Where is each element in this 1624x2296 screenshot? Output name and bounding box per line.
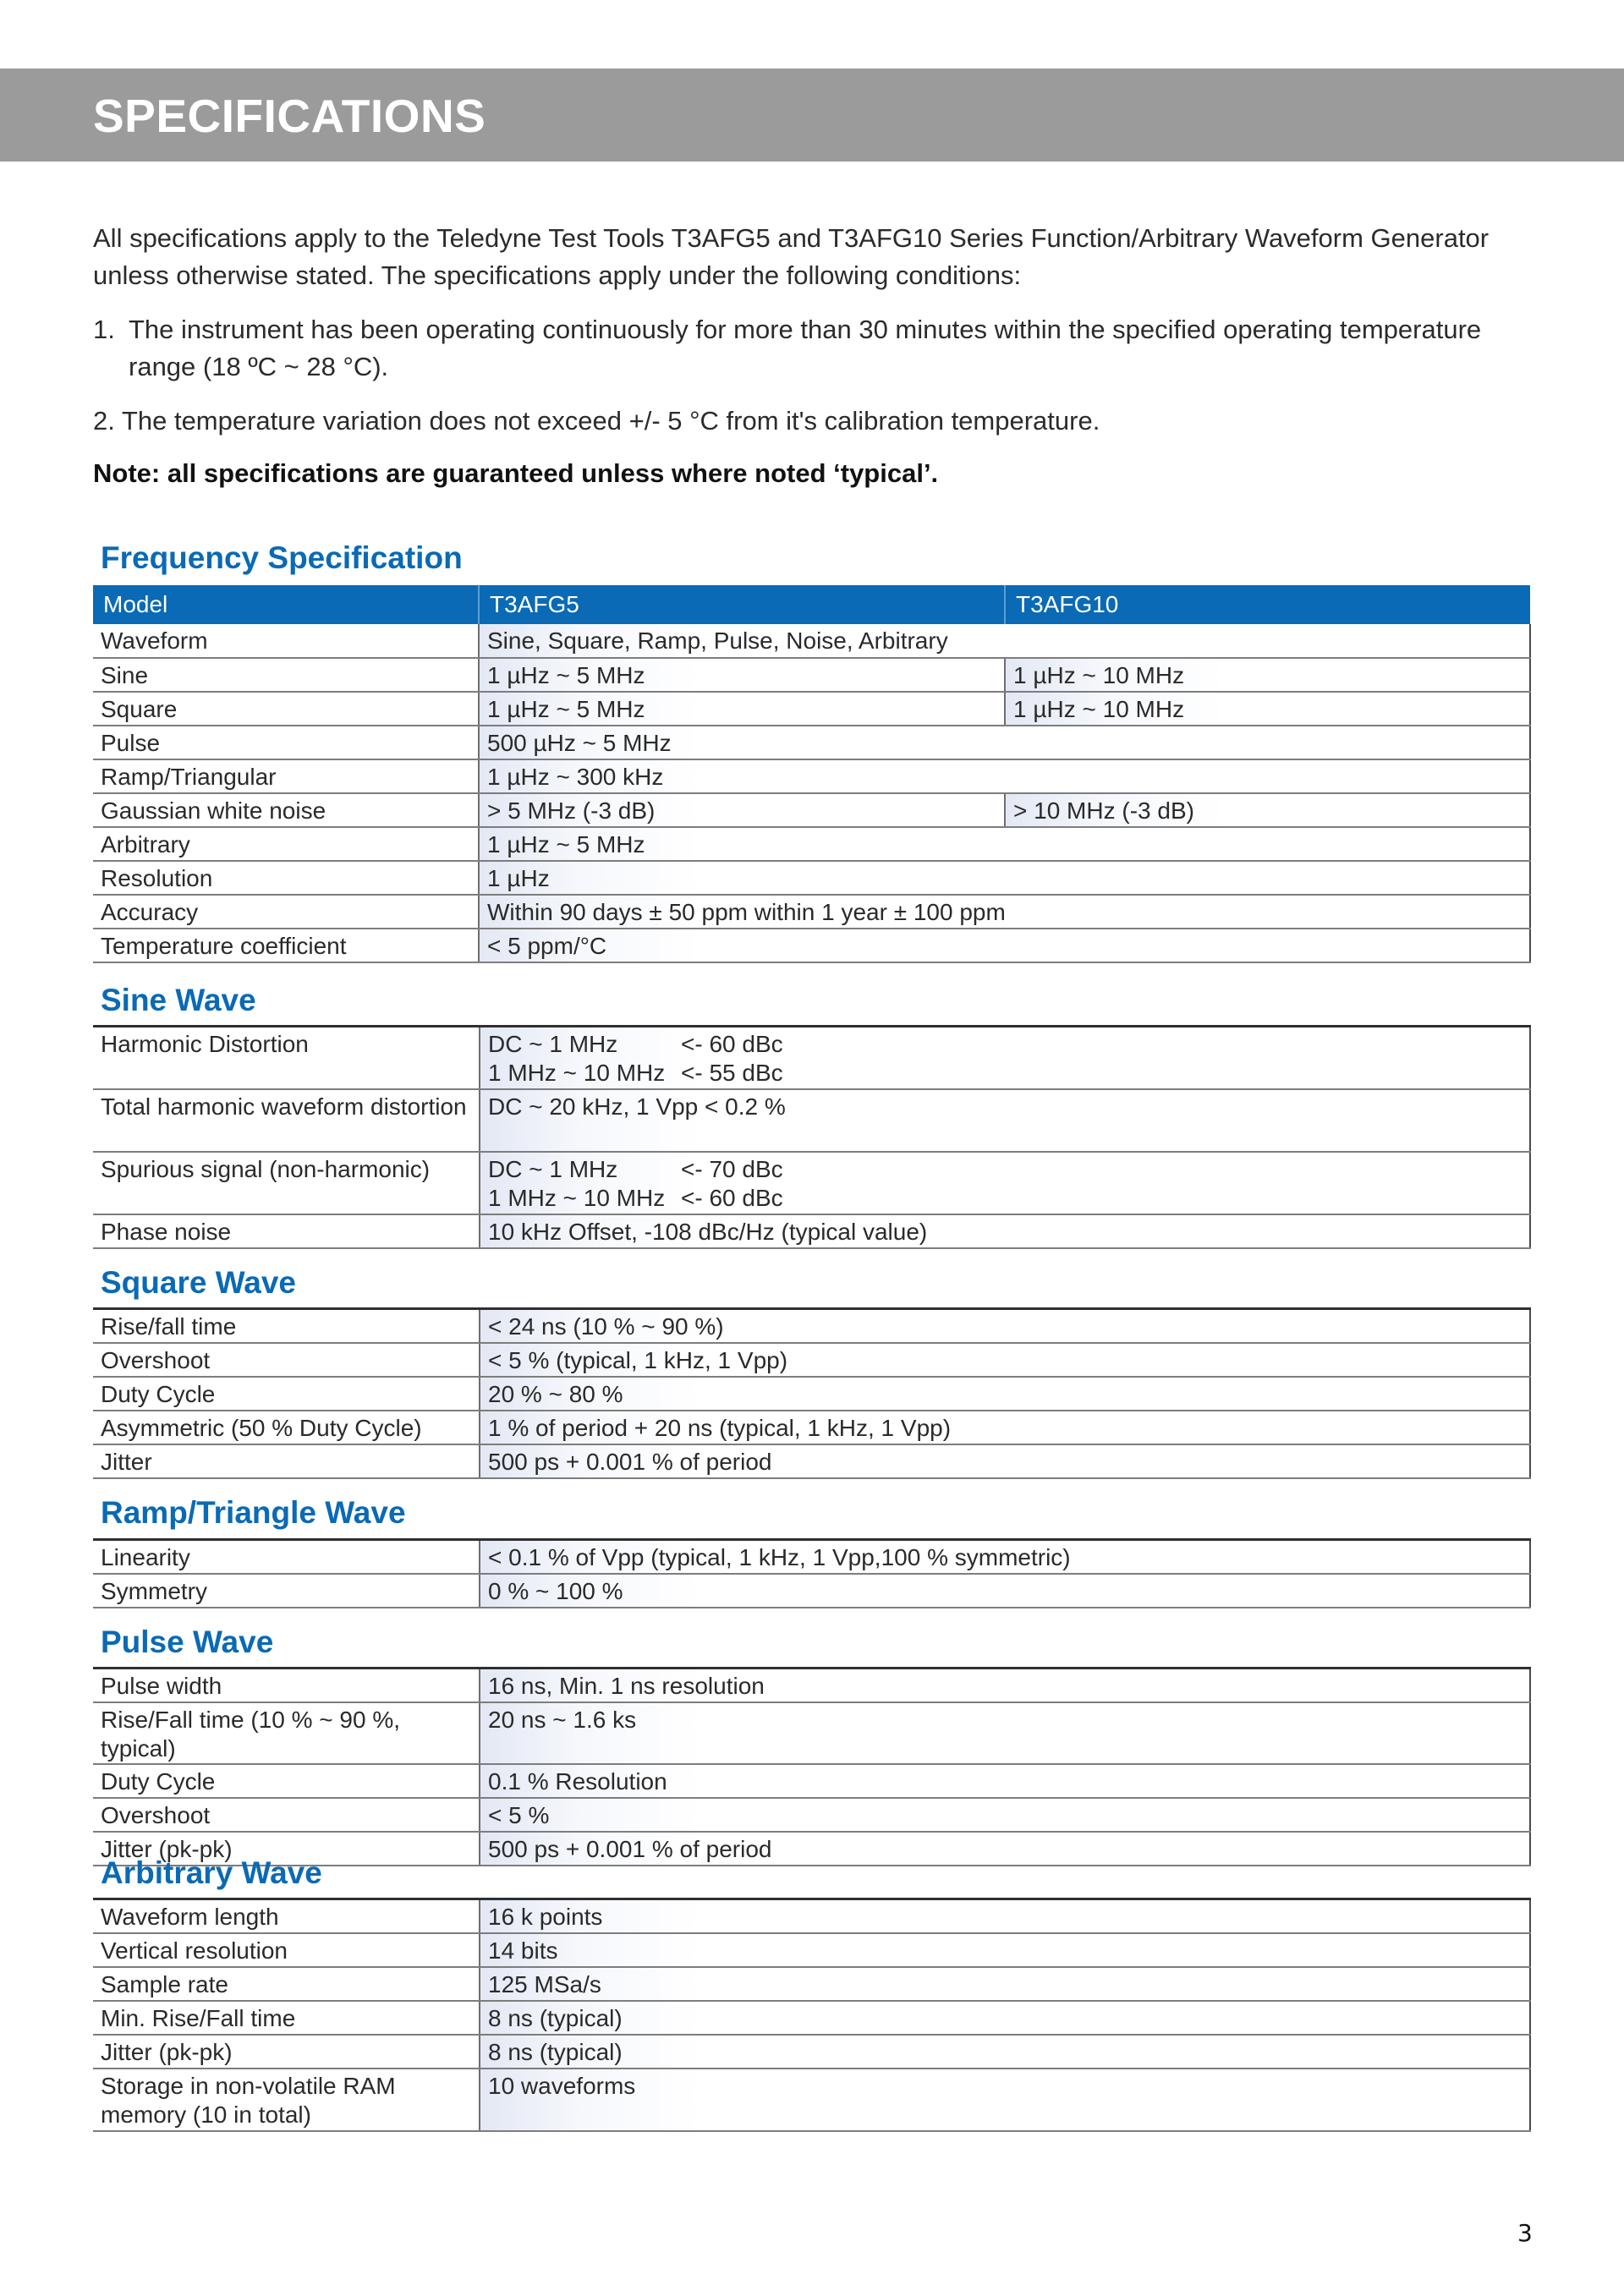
spec-label: Sample rate — [93, 1967, 480, 2001]
section-title-ramp-triangle-wave: Ramp/Triangle Wave — [101, 1495, 406, 1530]
spec-value: 500 ps + 0.001 % of period — [480, 1832, 1530, 1866]
spec-value-line — [488, 1030, 1522, 1059]
dbc-value: <- 70 dBc — [681, 1155, 783, 1182]
spec-value: < 5 % — [480, 1798, 1530, 1832]
section-title-sine-wave: Sine Wave — [101, 983, 256, 1017]
table-row — [93, 929, 1530, 962]
spec-value: 500 µHz ~ 5 MHz — [479, 726, 1530, 759]
column-header-t3afg10: T3AFG10 — [1005, 585, 1530, 624]
table-row — [93, 692, 1530, 726]
pulse-wave-table — [93, 1667, 1531, 1866]
sine-wave-table — [93, 1025, 1531, 1249]
frequency-spec-table — [93, 585, 1531, 963]
spec-value-t3afg10: 1 µHz ~ 10 MHz — [1005, 658, 1530, 692]
condition-text: The instrument has been operating continuously for more than 30 minutes within the specified operating temperature range (18 ºC ~ 28 °C). — [129, 315, 1482, 381]
dbc-value: <- 60 dBc — [681, 1031, 783, 1057]
table-row — [93, 1933, 1530, 1967]
table-row — [93, 1669, 1530, 1702]
spec-label: Jitter (pk-pk) — [93, 1832, 480, 1866]
spec-value-line — [488, 1155, 1522, 1184]
page-number: 3 — [1517, 2219, 1533, 2247]
spec-label: Accuracy — [93, 895, 479, 929]
column-header-model: Model — [93, 585, 479, 624]
condition-number: 1. — [93, 315, 115, 344]
spec-value: 10 kHz Offset, -108 dBc/Hz (typical value) — [480, 1214, 1530, 1248]
spec-value: Within 90 days ± 50 ppm within 1 year ± 100 ppm — [479, 895, 1530, 929]
spec-label: Duty Cycle — [93, 1764, 480, 1798]
spec-value: 16 k points — [480, 1899, 1530, 1933]
spec-value-t3afg5: > 5 MHz (-3 dB) — [479, 793, 1005, 827]
table-row — [93, 1574, 1530, 1608]
spec-value: 14 bits — [480, 1933, 1530, 1967]
spec-label: Vertical resolution — [93, 1933, 480, 1967]
arbitrary-wave-table — [93, 1898, 1531, 2132]
spec-label: Asymmetric (50 % Duty Cycle) — [93, 1411, 480, 1444]
spec-value: DC ~ 20 kHz, 1 Vpp < 0.2 % — [480, 1089, 1530, 1152]
table-row — [93, 2001, 1530, 2035]
spec-label: Jitter — [93, 1444, 480, 1478]
spec-value: 20 % ~ 80 % — [480, 1377, 1530, 1411]
table-row — [93, 726, 1530, 759]
table-row — [93, 1540, 1530, 1574]
ramp-triangle-wave-table — [93, 1538, 1531, 1608]
spec-value-line — [488, 1059, 1522, 1088]
spec-label: Temperature coefficient — [93, 929, 479, 962]
table-row — [93, 658, 1530, 692]
spec-label: Storage in non-volatile RAM memory (10 in total) — [93, 2069, 480, 2131]
table-row — [93, 1798, 1530, 1832]
spec-value-t3afg10: 1 µHz ~ 10 MHz — [1005, 692, 1530, 726]
section-title-square-wave: Square Wave — [101, 1265, 296, 1300]
spec-label: Total harmonic waveform distortion — [93, 1089, 480, 1152]
table-row — [93, 624, 1530, 658]
table-row — [93, 1411, 1530, 1444]
spec-label: Duty Cycle — [93, 1377, 480, 1411]
spec-value: Sine, Square, Ramp, Pulse, Noise, Arbitrary — [479, 624, 1530, 658]
intro-paragraph: All specifications apply to the Teledyne Test Tools T3AFG5 and T3AFG10 Series Function/Arbitrary Waveform Generator unless otherwise stated. The specifications apply under the following conditions: — [93, 223, 1490, 290]
spec-label: Arbitrary — [93, 827, 479, 861]
spec-value: 125 MSa/s — [480, 1967, 1530, 2001]
table-row — [93, 759, 1530, 793]
spec-value: 0.1 % Resolution — [480, 1764, 1530, 1798]
spec-value: 8 ns (typical) — [480, 2001, 1530, 2035]
spec-label: Symmetry — [93, 1574, 480, 1608]
spec-label: Waveform length — [93, 1899, 480, 1933]
table-row — [93, 2069, 1530, 2131]
frequency-range: 1 MHz ~ 10 MHz — [488, 1060, 666, 1086]
frequency-range: 1 MHz ~ 10 MHz — [488, 1184, 666, 1211]
square-wave-table — [93, 1307, 1531, 1479]
section-title-arbitrary-wave: Arbitrary Wave — [101, 1855, 322, 1890]
spec-value-t3afg5: 1 µHz ~ 5 MHz — [479, 658, 1005, 692]
table-row — [93, 1899, 1530, 1933]
spec-value: 8 ns (typical) — [480, 2035, 1530, 2069]
section-title-pulse-wave: Pulse Wave — [101, 1625, 274, 1659]
spec-label: Overshoot — [93, 1343, 480, 1377]
spec-value: 20 ns ~ 1.6 ks — [480, 1702, 1530, 1764]
table-row — [93, 1089, 1530, 1152]
table-row — [93, 1444, 1530, 1478]
spec-value: 16 ns, Min. 1 ns resolution — [480, 1669, 1530, 1702]
spec-label: Gaussian white noise — [93, 793, 479, 827]
spec-value: 500 ps + 0.001 % of period — [480, 1444, 1530, 1478]
table-row — [93, 861, 1530, 895]
spec-label: Pulse — [93, 726, 479, 759]
dbc-value: <- 55 dBc — [681, 1060, 783, 1086]
spec-value: 0 % ~ 100 % — [480, 1574, 1530, 1608]
table-row — [93, 895, 1530, 929]
intro-text — [93, 220, 1548, 492]
page-title: SPECIFICATIONS — [93, 90, 486, 142]
table-header-row — [93, 585, 1530, 624]
spec-value: 1 % of period + 20 ns (typical, 1 kHz, 1 Vpp) — [480, 1411, 1530, 1444]
spec-value: < 5 % (typical, 1 kHz, 1 Vpp) — [480, 1343, 1530, 1377]
spec-label: Pulse width — [93, 1669, 480, 1702]
table-row — [93, 827, 1530, 861]
section-title-frequency: Frequency Specification — [101, 540, 463, 575]
table-row — [93, 1027, 1530, 1089]
table-row — [93, 1377, 1530, 1411]
spec-value-line — [488, 1184, 1522, 1213]
spec-value: 1 µHz — [479, 861, 1530, 895]
condition-number: 2. — [93, 406, 115, 436]
condition-text: The temperature variation does not exceed +/- 5 °C from it's calibration temperature. — [121, 406, 1100, 436]
table-row — [93, 1764, 1530, 1798]
spec-label: Spurious signal (non-harmonic) — [93, 1152, 480, 1214]
spec-value: 1 µHz ~ 5 MHz — [479, 827, 1530, 861]
spec-label: Rise/Fall time (10 % ~ 90 %, typical) — [93, 1702, 480, 1764]
spec-label: Sine — [93, 658, 479, 692]
frequency-range: DC ~ 1 MHz — [488, 1155, 618, 1182]
spec-label: Resolution — [93, 861, 479, 895]
spec-label: Rise/fall time — [93, 1309, 480, 1343]
spec-label: Waveform — [93, 624, 479, 658]
table-row — [93, 1702, 1530, 1764]
spec-value: < 0.1 % of Vpp (typical, 1 kHz, 1 Vpp,100 % symmetric) — [480, 1540, 1530, 1574]
frequency-range: DC ~ 1 MHz — [488, 1031, 618, 1057]
spec-label: Jitter (pk-pk) — [93, 2035, 480, 2069]
spec-value-t3afg10: > 10 MHz (-3 dB) — [1005, 793, 1530, 827]
table-row — [93, 793, 1530, 827]
table-row — [93, 1152, 1530, 1214]
spec-label: Phase noise — [93, 1214, 480, 1248]
spec-value: < 24 ns (10 % ~ 90 %) — [480, 1309, 1530, 1343]
spec-value: < 5 ppm/°C — [479, 929, 1530, 962]
spec-label: Min. Rise/Fall time — [93, 2001, 480, 2035]
dbc-value: <- 60 dBc — [681, 1184, 783, 1211]
condition-item — [93, 311, 1548, 386]
spec-label: Ramp/Triangular — [93, 759, 479, 793]
table-row — [93, 1967, 1530, 2001]
table-row — [93, 2035, 1530, 2069]
spec-value — [480, 1152, 1530, 1214]
spec-label: Overshoot — [93, 1798, 480, 1832]
typical-note: Note: all specifications are guaranteed unless where noted ‘typical’. — [93, 458, 939, 488]
spec-label: Linearity — [93, 1540, 480, 1574]
table-row — [93, 1309, 1530, 1343]
spec-label: Harmonic Distortion — [93, 1027, 480, 1089]
spec-value: 1 µHz ~ 300 kHz — [479, 759, 1530, 793]
column-header-t3afg5: T3AFG5 — [479, 585, 1005, 624]
table-row — [93, 1214, 1530, 1248]
spec-value — [480, 1027, 1530, 1089]
table-row — [93, 1343, 1530, 1377]
spec-label: Square — [93, 692, 479, 726]
spec-value: 10 waveforms — [480, 2069, 1530, 2131]
spec-value-t3afg5: 1 µHz ~ 5 MHz — [479, 692, 1005, 726]
condition-item — [93, 403, 1548, 440]
